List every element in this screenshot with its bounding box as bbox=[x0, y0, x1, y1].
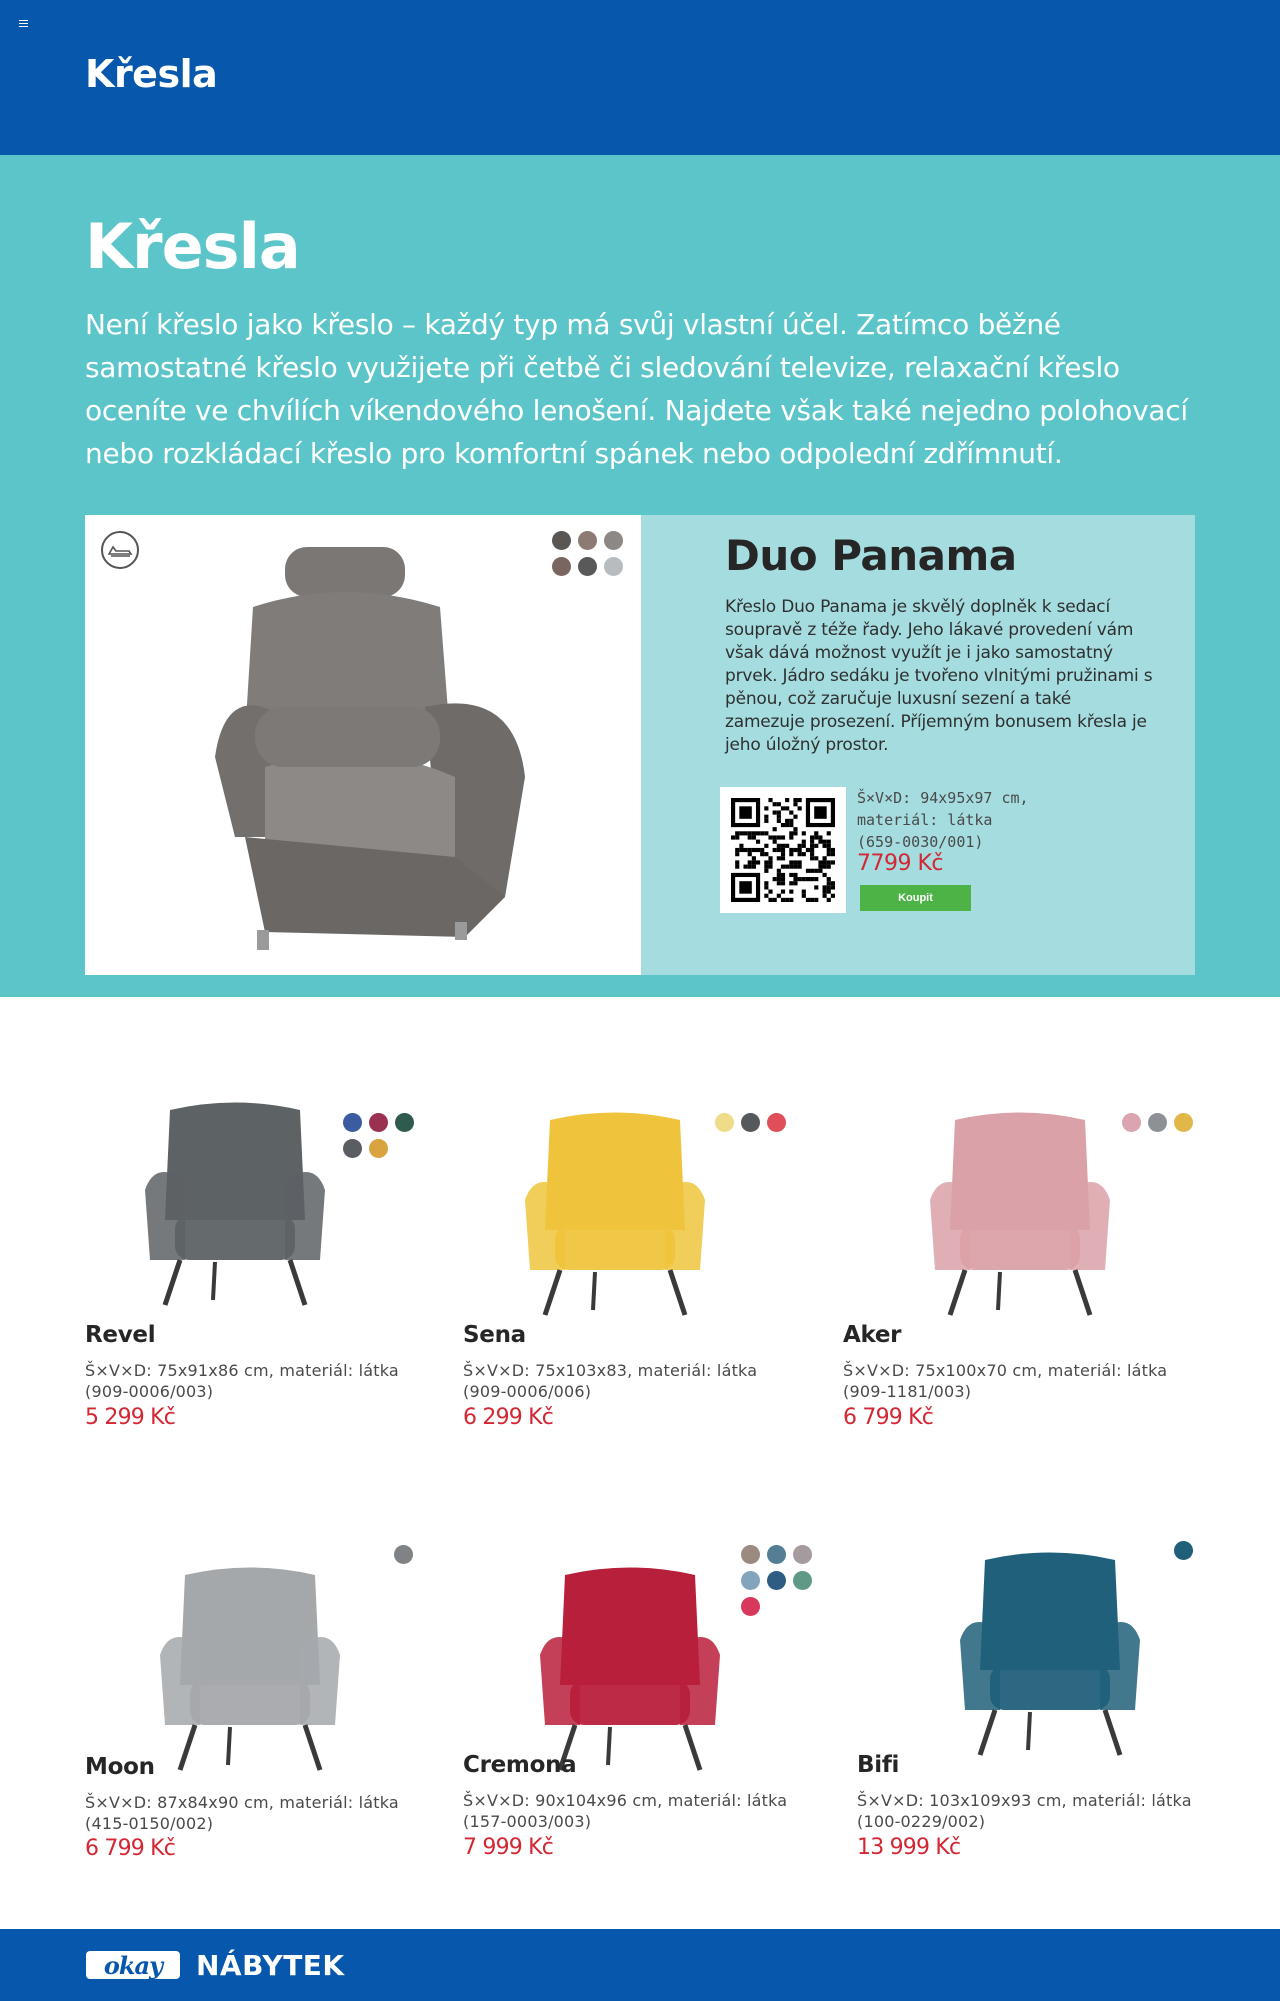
product-name: Sena bbox=[463, 1322, 526, 1348]
color-swatch[interactable] bbox=[1122, 1113, 1141, 1132]
color-swatches bbox=[1174, 1541, 1193, 1560]
product-dimensions: Š×V×D: 75x91x86 cm, materiál: látka bbox=[85, 1361, 399, 1380]
product-dimensions: Š×V×D: 90x104x96 cm, materiál: látka bbox=[463, 1791, 788, 1810]
product-code: (909-1181/003) bbox=[843, 1382, 972, 1401]
product-name: Bifi bbox=[857, 1752, 900, 1778]
color-swatch[interactable] bbox=[395, 1113, 414, 1132]
color-swatch[interactable] bbox=[741, 1571, 760, 1590]
armchair-photo[interactable] bbox=[950, 1550, 1150, 1760]
hero-section bbox=[0, 155, 1280, 997]
color-swatches bbox=[741, 1545, 812, 1616]
color-swatches bbox=[1122, 1113, 1193, 1132]
product-specs bbox=[843, 1360, 1183, 1402]
color-swatches bbox=[343, 1113, 414, 1158]
page-title: Křesla bbox=[85, 52, 218, 96]
color-swatch[interactable] bbox=[578, 557, 597, 576]
armchair-photo[interactable] bbox=[515, 1110, 715, 1320]
featured-product-specs bbox=[857, 787, 1029, 853]
armchair-photo[interactable] bbox=[150, 1565, 350, 1775]
armchair-photo bbox=[215, 537, 575, 957]
color-swatch[interactable] bbox=[369, 1139, 388, 1158]
featured-product-name: Duo Panama bbox=[725, 531, 1017, 580]
product-code: (100-0229/002) bbox=[857, 1812, 986, 1831]
product-name: Revel bbox=[85, 1322, 156, 1348]
featured-product-info bbox=[725, 531, 1155, 757]
menu-icon[interactable] bbox=[19, 20, 28, 27]
product-price: 6 799 Kč bbox=[843, 1405, 934, 1430]
recliner-icon bbox=[101, 531, 139, 569]
buy-button[interactable]: Koupit bbox=[860, 885, 971, 911]
color-swatch[interactable] bbox=[604, 531, 623, 550]
color-swatch[interactable] bbox=[369, 1113, 388, 1132]
armchair-photo[interactable] bbox=[135, 1100, 335, 1310]
okay-logo[interactable] bbox=[84, 1949, 182, 1981]
product-code: (415-0150/002) bbox=[85, 1814, 214, 1833]
featured-code: (659-0030/001) bbox=[857, 833, 984, 851]
hero-intro-text: Není křeslo jako křeslo – každý typ má svůj vlastní účel. Zatímco běžné samostatné křeslo využijete při četbě či sledování televize, relaxační křeslo oceníte ve chvílích víkendového lenošení. Najdete však také nejedno polohovací nebo rozkládací křeslo pro komfortní spánek nebo odpolední zdřímnutí. bbox=[85, 308, 1188, 470]
color-swatch[interactable] bbox=[741, 1113, 760, 1132]
featured-material: materiál: látka bbox=[857, 811, 993, 829]
color-swatches bbox=[715, 1113, 786, 1132]
product-price: 5 299 Kč bbox=[85, 1405, 176, 1430]
product-dimensions: Š×V×D: 103x109x93 cm, materiál: látka bbox=[857, 1791, 1192, 1810]
product-name: Cremona bbox=[463, 1752, 577, 1778]
product-name: Moon bbox=[85, 1754, 155, 1780]
featured-product-image[interactable] bbox=[85, 515, 641, 975]
product-dimensions: Š×V×D: 75x100x70 cm, materiál: látka bbox=[843, 1361, 1168, 1380]
product-price: 6 799 Kč bbox=[85, 1836, 176, 1861]
color-swatch[interactable] bbox=[793, 1571, 812, 1590]
product-code: (909-0006/003) bbox=[85, 1382, 214, 1401]
featured-product-card bbox=[85, 515, 1195, 975]
product-specs bbox=[463, 1790, 803, 1832]
armchair-photo[interactable] bbox=[920, 1110, 1120, 1320]
color-swatch[interactable] bbox=[767, 1113, 786, 1132]
color-swatch[interactable] bbox=[1174, 1541, 1193, 1560]
product-specs bbox=[85, 1792, 425, 1834]
product-specs bbox=[85, 1360, 425, 1402]
hero-title: Křesla bbox=[85, 210, 300, 283]
featured-product-description: Křeslo Duo Panama je skvělý doplněk k sedací soupravě z téže řady. Jeho lákavé provedení vám však dává možnost využít je i jako samostatný prvek. Jádro sedáku je tvořeno vlnitými pružinami s pěnou, což zaručuje luxusní sezení a také zamezuje prosezení. Příjemným bonusem křesla je jeho úložný prostor. bbox=[725, 597, 1153, 755]
color-swatch[interactable] bbox=[793, 1545, 812, 1564]
product-specs bbox=[463, 1360, 803, 1402]
color-swatch[interactable] bbox=[1174, 1113, 1193, 1132]
product-price: 7 999 Kč bbox=[463, 1835, 554, 1860]
color-swatch[interactable] bbox=[604, 557, 623, 576]
color-swatch[interactable] bbox=[578, 531, 597, 550]
footer bbox=[0, 1929, 1280, 2001]
top-bar bbox=[0, 0, 1280, 155]
product-specs bbox=[857, 1790, 1197, 1832]
product-code: (157-0003/003) bbox=[463, 1812, 592, 1831]
featured-dimensions: Š×V×D: 94x95x97 cm, bbox=[857, 789, 1029, 807]
color-swatch[interactable] bbox=[715, 1113, 734, 1132]
color-swatch[interactable] bbox=[767, 1545, 786, 1564]
product-dimensions: Š×V×D: 75x103x83, materiál: látka bbox=[463, 1361, 758, 1380]
color-swatches bbox=[394, 1545, 413, 1564]
color-swatch[interactable] bbox=[1148, 1113, 1167, 1132]
product-code: (909-0006/006) bbox=[463, 1382, 592, 1401]
featured-price: 7799 Kč bbox=[857, 851, 944, 876]
product-price: 6 299 Kč bbox=[463, 1405, 554, 1430]
color-swatch[interactable] bbox=[767, 1571, 786, 1590]
color-swatch[interactable] bbox=[343, 1113, 362, 1132]
product-name: Aker bbox=[843, 1322, 902, 1348]
color-swatch[interactable] bbox=[394, 1545, 413, 1564]
armchair-photo[interactable] bbox=[530, 1565, 730, 1775]
color-swatch[interactable] bbox=[741, 1545, 760, 1564]
color-swatch[interactable] bbox=[343, 1139, 362, 1158]
product-price: 13 999 Kč bbox=[857, 1835, 961, 1860]
qr-code[interactable] bbox=[720, 787, 846, 913]
footer-brand: NÁBYTEK bbox=[196, 1949, 345, 1982]
product-dimensions: Š×V×D: 87x84x90 cm, materiál: látka bbox=[85, 1793, 399, 1812]
color-swatch[interactable] bbox=[741, 1597, 760, 1616]
logo-text: okay bbox=[103, 1950, 163, 1980]
